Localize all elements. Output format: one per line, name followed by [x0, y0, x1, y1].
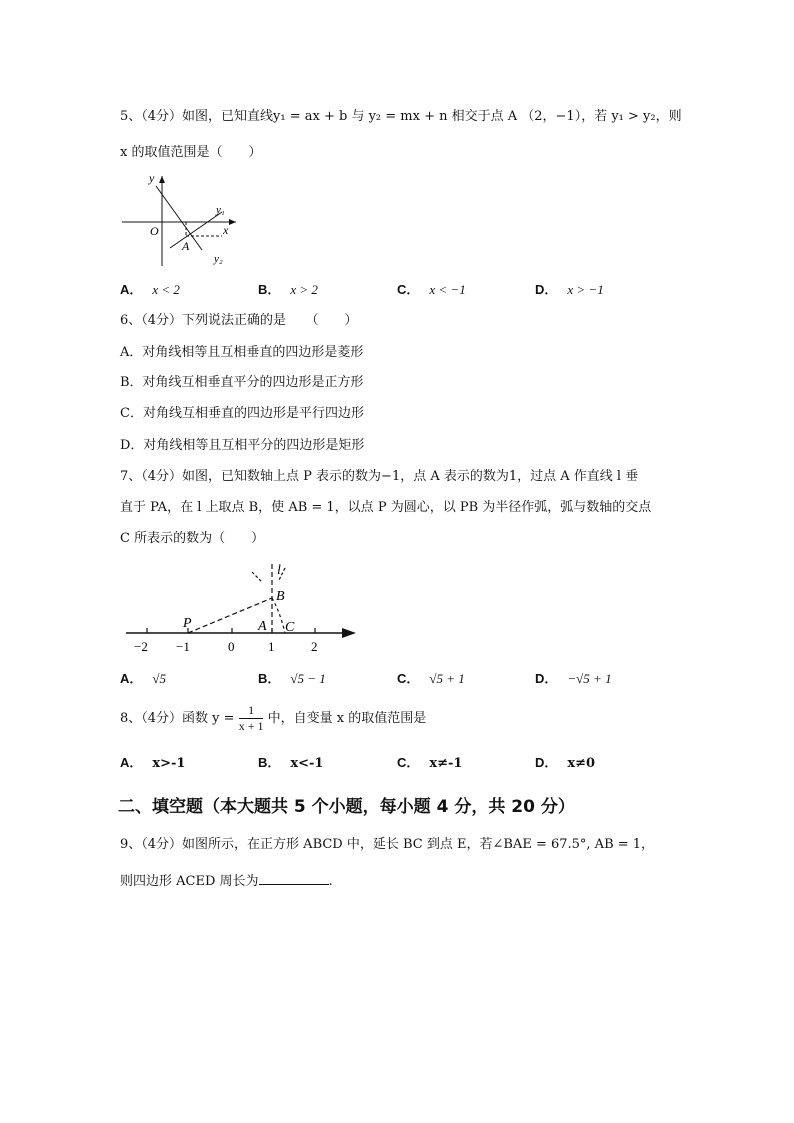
- q5-option-b-letter: B．: [258, 282, 281, 297]
- q7-stem-line3: C 所表示的数为（ ）: [120, 531, 265, 546]
- q8-option-b[interactable]: [258, 754, 323, 773]
- q5-stem-line1: 5、（4分）如图，已知直线y₁ = ax + b 与 y₂ = mx + n 相交于点 A （2，−1），若 y₁ > y₂，则: [120, 109, 682, 124]
- q7-tick-2: 2: [311, 639, 318, 654]
- q5-stem-line2: x 的取值范围是（ ）: [120, 145, 262, 160]
- q9-line2-prefix: 则四边形 ACED 周长为: [120, 874, 259, 889]
- q7-tick-0: 0: [228, 639, 235, 654]
- q8-fraction: [239, 703, 264, 734]
- q8-numerator: 1: [239, 703, 264, 719]
- q8-option-a[interactable]: [120, 754, 185, 773]
- q5-option-c-text: x < −1: [429, 282, 466, 297]
- q8-option-c[interactable]: [397, 754, 462, 773]
- q8-option-a-letter: A．: [120, 755, 143, 770]
- q7-option-c-letter: C．: [397, 671, 420, 686]
- q5-option-d[interactable]: [535, 281, 604, 300]
- q7-option-b-text: √5 − 1: [290, 671, 326, 686]
- q5-y-label: y: [149, 171, 155, 185]
- q5-option-c[interactable]: [397, 281, 466, 300]
- q8-suffix: 中，自变量 x 的取值范围是: [267, 711, 427, 726]
- q8-option-c-text: x≠-1: [429, 756, 463, 771]
- q9-line2-suffix: .: [328, 874, 333, 889]
- q5-option-c-letter: C．: [397, 282, 420, 297]
- q6-stem: 6、（4分）下列说法正确的是 （ ）: [120, 313, 358, 328]
- q5-point-a-label: A: [182, 239, 190, 253]
- q8-prefix: 8、（4分）函数 y =: [120, 711, 235, 726]
- q8-option-d[interactable]: [535, 754, 595, 773]
- q7-tick-1: 1: [268, 639, 275, 654]
- q5-option-d-text: x > −1: [567, 282, 604, 297]
- q5-y1-label: y₁: [216, 204, 225, 216]
- q6-option-a[interactable]: A．对角线相等且互相垂直的四边形是菱形: [120, 345, 364, 360]
- q8-option-c-letter: C．: [397, 755, 420, 770]
- q7-option-d[interactable]: [535, 670, 612, 689]
- q6-option-b[interactable]: B．对角线互相垂直平分的四边形是正方形: [120, 375, 364, 390]
- section-title-fill-in: 二、填空题（本大题共 5 个小题，每小题 4 分，共 20 分）: [118, 797, 575, 817]
- q7-option-a-text: √5: [152, 671, 167, 686]
- q5-option-a-letter: A．: [120, 282, 143, 297]
- q5-option-a[interactable]: [120, 281, 180, 300]
- q7-option-d-text: −√5 + 1: [567, 671, 612, 686]
- q8-option-d-text: x≠0: [567, 756, 596, 771]
- q7-label-l: l: [277, 563, 281, 578]
- q7-number-line-figure: [122, 560, 362, 655]
- q7-tick-neg2: −2: [134, 639, 148, 654]
- q8-option-b-text: x<-1: [290, 756, 324, 771]
- q7-label-p: P: [183, 616, 192, 631]
- q8-denominator: x + 1: [238, 719, 264, 733]
- q5-option-a-text: x < 2: [152, 282, 180, 297]
- q5-option-b-text: x > 2: [290, 282, 318, 297]
- q9-answer-blank[interactable]: [259, 872, 329, 885]
- q8-option-d-letter: D．: [535, 755, 558, 770]
- q6-option-d[interactable]: D．对角线相等且互相平分的四边形是矩形: [120, 438, 365, 453]
- q7-option-a[interactable]: [120, 670, 166, 689]
- q7-option-d-letter: D．: [535, 671, 558, 686]
- q7-label-a: A: [258, 619, 267, 634]
- q7-option-b[interactable]: [258, 670, 326, 689]
- q5-y2-label: y₂: [214, 253, 223, 265]
- q5-origin-label: O: [150, 224, 159, 238]
- q7-option-c[interactable]: [397, 670, 465, 689]
- q9-stem-line1: 9、（4分）如图所示，在正方形 ABCD 中，延长 BC 到点 E，若∠BAE = 67.5°, AB = 1，: [120, 837, 655, 852]
- q5-figure: [118, 170, 248, 268]
- q5-line-y2: [170, 212, 222, 248]
- q7-option-c-text: √5 + 1: [429, 671, 465, 686]
- q7-label-c: C: [285, 620, 295, 635]
- q9-stem-line2: [120, 872, 333, 891]
- q5-x-label: x: [223, 223, 229, 237]
- q7-option-b-letter: B．: [258, 671, 281, 686]
- q5-line-y1: [156, 186, 202, 250]
- q7-tick-neg1: −1: [176, 639, 190, 654]
- q8-option-b-letter: B．: [258, 755, 281, 770]
- q5-option-d-letter: D．: [535, 282, 558, 297]
- q8-option-a-text: x>-1: [152, 756, 186, 771]
- q8-stem: [120, 702, 426, 736]
- q7-option-a-letter: A．: [120, 671, 143, 686]
- q6-option-c[interactable]: C．对角线互相垂直的四边形是平行四边形: [120, 406, 364, 421]
- q7-stem-line1: 7、（4分）如图，已知数轴上点 P 表示的数为−1，点 A 表示的数为1，过点 A 作直线 l 垂: [120, 469, 639, 484]
- q7-label-b: B: [276, 589, 285, 604]
- q5-option-b[interactable]: [258, 281, 318, 300]
- q7-stem-line2: 直于 PA，在 l 上取点 B，使 AB = 1，以点 P 为圆心，以 PB 为半径作弧，弧与数轴的交点: [120, 500, 652, 515]
